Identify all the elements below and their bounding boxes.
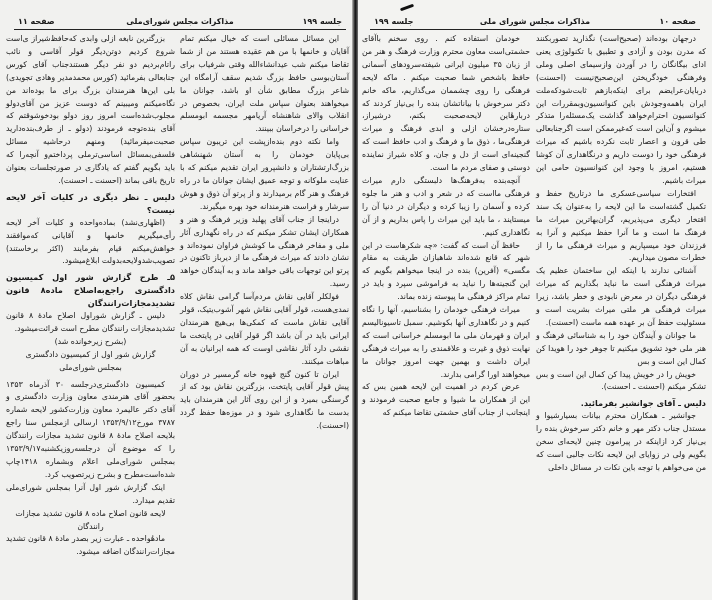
paragraph: اینک گزارش شور اول آنرا بمجلس شورای‌ملی تقدیم میدارد. (6, 482, 175, 505)
centered-line: رانندگان (77, 521, 104, 531)
running-title: مذاکرات مجلس شورای‌ملی (126, 17, 234, 26)
page-number: صفحه ۱۱ (18, 17, 55, 26)
paragraph: افتخارات سیاسی‌عسکری ما درتاریخ حفظ و تکمیل گشته‌است ما این لایحه را به‌عنوان یک سند افتخار دیگری می‌پذیریم، گران‌بهاترین میراث ما فرهنگ ما است و ما آنرا حفظ میکنیم و آنرا به فرزندان خود میسپاریم و میراث فرهنگی ما را از خطرات مصون میداریم. (536, 188, 706, 263)
text-column-right (536, 33, 706, 475)
centered-line: گزارش شور اول از کمیسیون دادگستری (25, 349, 156, 359)
paragraph: خویش را در خویش پیدا کن کمال این است و بس تشکر میکنم (احسنت ـ احسنت). (536, 369, 706, 392)
session-number: جلسه ۱۹۹ (374, 17, 414, 26)
paragraph: میراث فرهنگی خودمان را بشناسیم، آنها را نگاه کنیم و در نگاهداری آنها بکوشیم. سمبل تاسیونالیسم ایران و قهرمان ملی ما ابومسلم خراسانی است که نهایت ذوق و غیرت و علاقمندی را به میراث فرهنگی ایران داشت و بهمین جهت امروز جوانان ما میخواهند اورا گرامی بدارند. (362, 305, 530, 379)
paragraph: بزرگترین نابغه ازلی وابدی که‌حافظ‌شیراز ی‌است شروع کردیم دوتن‌دیگر قولر آقاسی و نائب راتام‌بردیم دو نفر دیگر هستندجناب آقای کورس جنابعالی بفرمائید (کورس‌ محمدمدیر وهادی تجویدی) بلی این‌ها هنرمندان بزرگ برای ما بوده‌اند من نگاه‌میکنم ومیبینم که دوست عزیز من آقای‌دولو مجلوب‌شده‌است امروز روز دولو بود‌خوشوقتم که آقای بنده‌توجه فرمودند (دولو ـ از طرف‌بنده‌دارید صحبت‌میفرمائید) ومنهم درحاشیه مسائل فلسفی‌بمسائل اساسی‌ترملی پرداختم‌و آنچه‌را که باید بگویم گفتم که یادگاری در صورتجلسات بعنوان تاریخ باقی بماند (احسنت ـ احسنت). (6, 34, 175, 185)
page-header (14, 17, 346, 30)
paragraph: آشنائی ندارند با اینکه این ساختمان عظیم یک میراث فرهنگی است ما نباید بگذاریم که میراث فرهنگی دیگران در معرض نابودی و خطر باشد، زیرا میراث فرهنگی هر ملتی میراث بشریت است و مسئولیت حفظ آن بر عهده همه ماست (احسنت). (536, 266, 706, 327)
page-header (370, 17, 700, 30)
paragraph: ایران تا کنون گنج قهوه خانه گرمسیر در دوران پیش قولر آقایی پایتخت، بزرگترین نقاش بود که از گرسنگی بمیرد و از این روی آثار این هنرمندان باید بدست ما نگاهداری شود و در موزه‌ها حفظ گردد (احسنت). (180, 369, 349, 431)
centered-line: لایحه قانون اصلاح ماده ۸ قانون تشدید مجازات (15, 508, 166, 518)
right-page (358, 0, 712, 600)
text-column-left (362, 33, 530, 420)
paragraph: ما جوانان و آیندگان خود را به شناسائی فرهنگ و هنر ملی خود تشویق میکنیم تا جوهر خود را هویدا کن کمال این است و بس (536, 330, 706, 366)
section-heading: ۵ـ طرح گزارش شور اول کمیسیون دادگستری راجع‌به‌اصلاح ماده۸ قانون تشدیدمجازات‌رانندگان (6, 272, 175, 309)
running-title: مذاکرات مجلس شورای ملی (479, 17, 591, 26)
paragraph: فولکلر آقایی نقاش مردم‌آسا گرامی نقاش کلاه نمدی‌هست، قولر آقایی نقاش شهر آشوب‌یتیک، قولر آقایی نقاش ماست که کمکی‌ها بی‌هیچ هنرمندان ایرانی باید در آن باشد اگر قولر آقایی در پایتخت ما نقشی دارد آثار نقاشی اوست که همه ایرانیان به آن مباهات میکنند. (180, 292, 349, 366)
paragraph: دلیس ـ گزارش شوراول اصلاح مادهٔ ۸ قانون تشدیدمجازات رانندگان مطرح است قرائت‌میشود. (6, 311, 175, 333)
paragraph: این مسائل مسائلی است که خیال میکنم تمام آقایان و خانمها با من هم عقیده هستند من از شما تقاضا میکنم شب عیدانشاءالله وقتی شرفیاب برای آستان‌بوسی حافظ بزرگ شدیم سقف آرامگاه این شاعر بزرگ مطابق شأن او باشد، جوانان ما میخواهند بعنوان سپاس ملت ایران، بخصوص در انقلاب والای شاهنشاه آریامهر مجسمه ابومسلم خراسانی را درخراسان ببینند. (180, 34, 349, 134)
paragraph: جوانشیر ـ همکاران محترم بیانات بسیارشیوا و مستدل جناب دکتر مهر و خانم دکتر سرخوش بنده را بی‌نیاز کرد ازاینکه در پیرامون چنین لایحه‌ای سخن بگویم ولی در زوایای این لایحه نکات جالبی است که من می‌خواهم با توجه باین نکات در مسائل داخلی (536, 411, 706, 472)
paragraph: حافظ آن است که گفت: «چه شکرهاست در این شهر که قانع شده‌اند شاهبازان طریقت به مقام مگسی» (آفرین) بنده در اینجا میخواهم بگویم که این گنجینه‌ها را نباید به فراموشی سپرد و باید در تمام مراکز فرهنگی ما پیوسته زنده بماند. (362, 240, 530, 302)
page-number: صفحه ۱۰ (659, 17, 696, 26)
section-heading: دلیس ـ نظر دیگری در کلیات آخر لایحه نیست؟ (6, 191, 175, 215)
paragraph: خودمان استفاده کنم . روی سخنم باآقای حشمتی‌است معاون محترم وزارت فرهنگ و هنر من از زبان ۳۵ میلیون ایرانی شیفته‌سرودهای آسمانی حافظ باشخص شما صحبت میکنم . ماکه لایحه فرهنگی را روی چشممان می‌گذاریم، ماکه خانم دکتر سرخوش با بیاناتشان بنده را بی‌نیاز کردند که دربارهٔاین لایحه‌صحبت بکنم، درشیراز، ستاره‌درخشان ازلی و ابدی فرهنگ و میراث فرهنگی‌ما ، ذوق ما و فرهنگ و ادب حافظ است که گنجینه‌ای است از دل و جان، و کلاه شیراز نماینده دوستی و صفای مردم ما است. (362, 34, 530, 173)
centered-line: (بشرح زیرخوانده شد) (54, 336, 127, 346)
session-number: جلسه ۱۹۹ (302, 17, 342, 26)
section-heading: دلیس ـ آقای جوانشیر بفرمائید. (580, 398, 706, 409)
centered-line: بمجلس شورای‌ملی (59, 362, 122, 372)
left-page (0, 0, 354, 600)
paragraph: کمیسیون دادگستری‌درجلسه ۳۰ آذرماه ۱۳۵۳ بحضور آقای هنرمندی معاون وزارت دادگستری و آقای دکتر عالیمرد معاون وزارت‌کشور لایحه شماره ۳۷۸۷ مورخ‌۱۳۵۳/۹/۱۲ ارسالی ازمجلس سنا راجع بلایحه اصلاح مادهٔ ۸ قانون تشدید مجازات رانندگان را که موضوع آن درجلسه‌روزیکشنبه۱۳۵۳/۹/۱۷ بمجلس شورای‌ملی اعلام وبشماره ۱۴۱۸چاپ شده‌است‌مطرح و بشرح زیرتصویب کرد. (6, 379, 175, 479)
paragraph: مادهٔواحده ـ عبارت زیر بصدر مادهٔ ۸ قانون تشدید مجازات‌رانندگان اضافه میشود. (6, 534, 175, 557)
paragraph: واما نکته دوم بنده‌ازپشت این تریبون سپاس بی‌پایان خودمان را به آستان شهنشاهی بزرگ‌ارتشتاران و دانشپرور ایران تقدیم میکنم که با عنایت ملوکانه و توجه عمیق ایشان جوانان ما در راه فرهنگ و هنر گام برمیدارند و از پرتو آن ذوق و هوش سرشار و فراست هنرمندانه خود بهره میگیرند. (180, 137, 349, 211)
paragraph: عرض کردم در اهمیت این لایحه همین بس که این از همکاران ما شیوا و جامع صحبت فرمودند و اینجانب از جناب آقای حشمتی تقاضا میکنم که (362, 382, 530, 418)
text-column-right (180, 33, 349, 433)
paragraph: درجهان بوده‌اند (صحیح‌است) نگذارید تصوربکنند که مدرن بودن و آزادی و تطبیق با تکنولوژی یعنی ادای بیگانگان را در آوردن وازسیمای اصلی وملی وفرهنگی خودگریختن این‌صحیح‌نیست (احسنت) دربایان‌عرایضم برای اینکه‌بازهم ثابت‌شودکه‌ملت ایران باهمه‌وجودش باین کنوانسیون‌وبمقررات این کنوانسیون احترام‌خواهد گذاشت یک‌مسئله‌را متذکر میشوم و آن‌این است که‌غیرممکن است اگرجنابعالی طی قرون و اعصار ثابت نکرده باشیم که میراث فرهنگی خود را دوست داریم و درنگاهداری آن کوشا هستیم، امروز با وجود این کنوانسیون حامی این میراث باشیم. (536, 34, 706, 185)
paragraph: آنچه‌بنده به‌فرهنگ‌ها دلبستگی دارم میراث فرهنگی مااست که در شعر و ادب و هنر ما جلوه کرده و آسمان را زیبا کرده و دیگران در دنیا آن را میستایند ، ما باید این میراث را پاس بداریم و از آن نگاهداری کنیم. (362, 175, 530, 237)
paragraph: (اظهاری‌نشد) بماده‌واحده و کلیات آخر لایحه رأی‌میگیریم خانمها و آقایانی که‌موافقند خواهش‌میکنم قیام بفرمایند (اکثر برخاستند) تصویب‌شد‌ولایحه‌بدولت ابلاغ‌میشود. (6, 217, 175, 266)
paragraph: دراینجا از جناب آقای پهلبد وزیر فرهنگ و هنر و همکاران ایشان تشکر میکنم که در راه نگهداری آثار ملی و مفاخر فرهنگی ما کوشش فراوان نموده‌اند و نشان دادند که میراث فرهنگی ما از دیرباز تاکنون در پرتو این توجهات باقی خواهد ماند و به آیندگان خواهد رسید. (180, 214, 349, 289)
text-column-left (6, 33, 175, 559)
